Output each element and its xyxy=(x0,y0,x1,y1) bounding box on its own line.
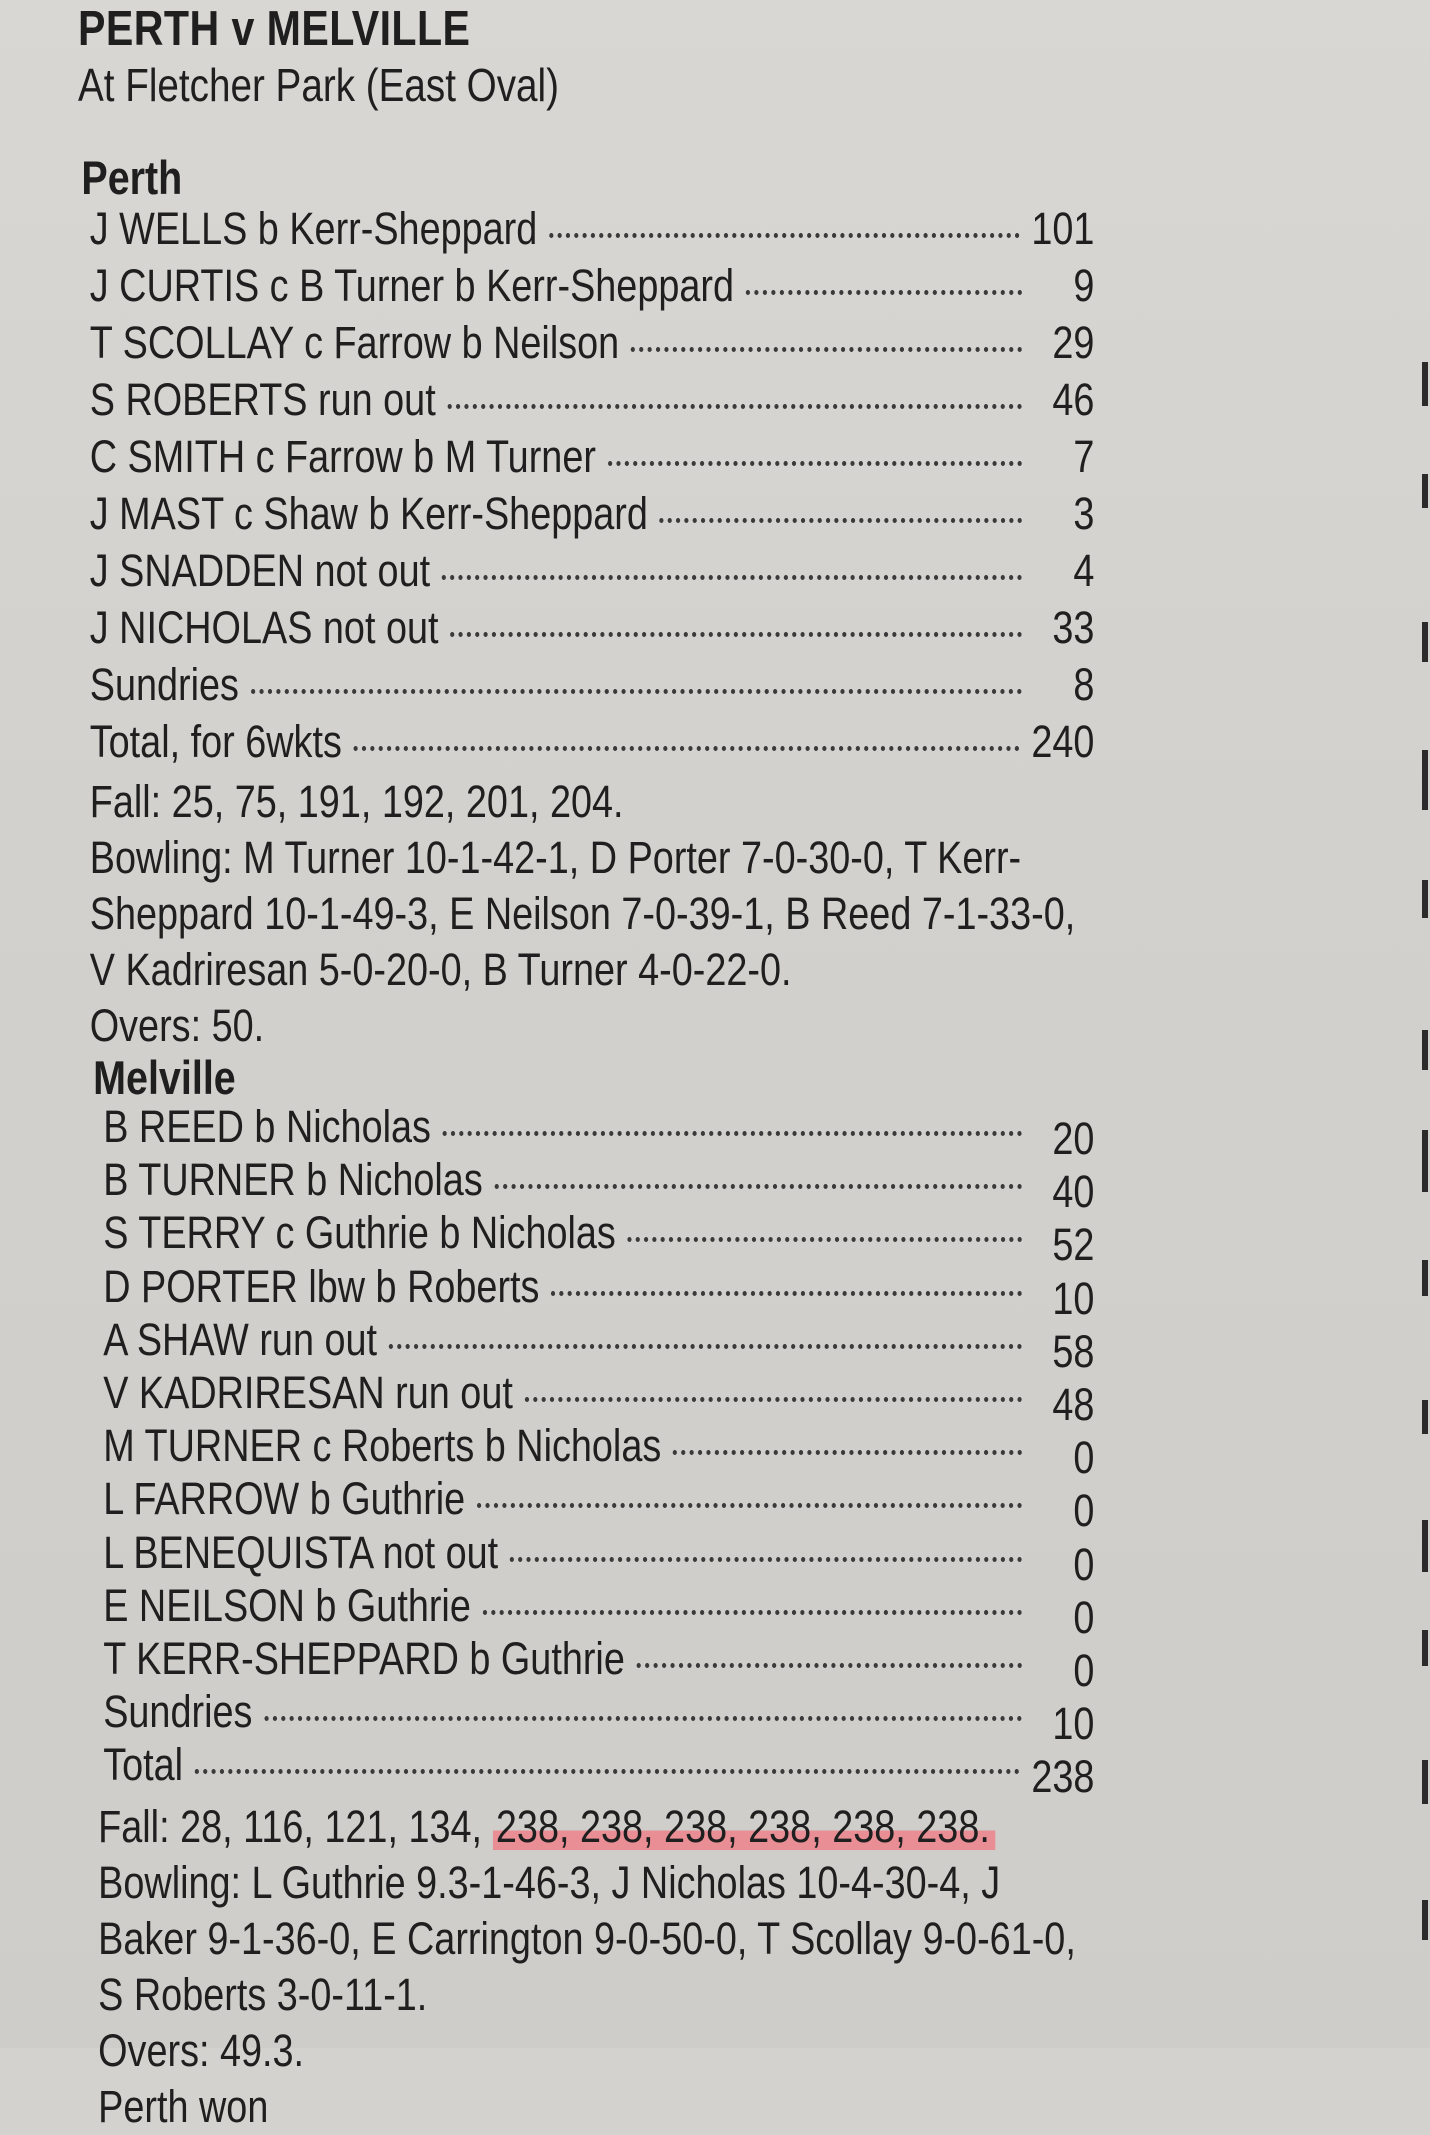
dot-leader xyxy=(251,689,1022,694)
sundries-label: Sundries xyxy=(103,1686,253,1738)
bowling-figures: Bowling: M Turner 10-1-42-1, D Porter 7-0-30-0, T Kerr-Sheppard 10-1-49-3, E Neilson 7-0-39-1, B Reed 7-1-33-0, V Kadriresan 5-0-20-0, B Turner 4-0-22-0. xyxy=(89,832,1076,995)
batting-row xyxy=(78,371,1094,428)
dot-leader xyxy=(447,404,1022,409)
batter-dismissal: A SHAW run out xyxy=(103,1313,378,1365)
fall-of-wickets-prefix: Fall: 28, 116, 121, 134, xyxy=(98,1801,483,1853)
adjacent-column-edge xyxy=(1416,340,1430,2048)
dot-leader xyxy=(443,1131,1022,1136)
batting-row xyxy=(78,1419,1095,1484)
total-label: Total xyxy=(103,1739,184,1791)
batter-score: 0 xyxy=(1073,1538,1095,1590)
batting-row xyxy=(78,1579,1095,1643)
dot-leader xyxy=(483,1610,1023,1615)
dot-leader xyxy=(450,632,1022,637)
batter-dismissal: B REED b Nicholas xyxy=(103,1101,431,1152)
dot-leader xyxy=(264,1716,1022,1721)
dot-leader xyxy=(494,1184,1022,1189)
innings-summary-melville xyxy=(78,1799,1094,2135)
batting-row xyxy=(78,257,1094,314)
dot-leader xyxy=(608,461,1022,466)
batter-dismissal: C SMITH c Farrow b M Turner xyxy=(89,431,596,482)
batter-score: 29 xyxy=(1052,317,1095,368)
batter-dismissal: M TURNER c Roberts b Nicholas xyxy=(103,1420,662,1472)
innings-summary-perth xyxy=(78,774,1094,1054)
dot-leader xyxy=(549,233,1020,238)
batting-row xyxy=(78,1260,1095,1324)
dot-leader xyxy=(631,347,1022,352)
batter-dismissal: V KADRIRESAN run out xyxy=(103,1366,513,1418)
overs-line: Overs: 50. xyxy=(89,1000,265,1051)
batting-row xyxy=(78,1206,1095,1271)
dot-leader xyxy=(195,1769,1020,1774)
sundries-label: Sundries xyxy=(89,659,239,710)
batting-row xyxy=(78,314,1094,371)
sundries-score: 10 xyxy=(1052,1698,1095,1750)
batter-score: 58 xyxy=(1052,1325,1095,1377)
dot-leader xyxy=(525,1397,1023,1402)
batter-score: 52 xyxy=(1052,1219,1095,1271)
venue-line: At Fletcher Park (East Oval) xyxy=(78,59,559,111)
sundries-row xyxy=(78,656,1094,713)
batter-dismissal: J WELLS b Kerr-Sheppard xyxy=(89,203,538,254)
bowling-figures: Bowling: L Guthrie 9.3-1-46-3, J Nicholas 10-4-30-4, J Baker 9-1-36-0, E Carrington 9-0-50-0, T Scollay 9-0-61-0, S Roberts 3-0-11-1. xyxy=(98,1857,1076,2021)
batting-row xyxy=(78,1153,1095,1218)
batter-score: 0 xyxy=(1073,1432,1095,1484)
batter-score: 48 xyxy=(1052,1378,1095,1430)
batting-row xyxy=(78,1526,1095,1590)
batting-list-melville xyxy=(78,1100,1095,1803)
batter-dismissal: J MAST c Shaw b Kerr-Sheppard xyxy=(89,488,648,539)
fall-of-wickets xyxy=(98,1799,1094,1855)
dot-leader xyxy=(354,746,1020,751)
batter-dismissal: L BENEQUISTA not out xyxy=(103,1526,499,1578)
batter-score: 46 xyxy=(1052,374,1095,425)
batter-score: 3 xyxy=(1073,488,1095,539)
batter-dismissal: L FARROW b Guthrie xyxy=(103,1473,466,1525)
dot-leader xyxy=(442,575,1022,580)
total-score: 238 xyxy=(1031,1751,1095,1803)
dot-leader xyxy=(673,1450,1022,1455)
team-heading-perth: Perth xyxy=(81,151,183,204)
batting-row xyxy=(78,428,1094,485)
team-heading-melville: Melville xyxy=(93,1051,236,1104)
batter-dismissal: J NICHOLAS not out xyxy=(89,602,439,653)
dot-leader xyxy=(551,1291,1022,1296)
scorecard xyxy=(78,0,1094,2135)
batting-row xyxy=(78,1313,1095,1377)
batter-dismissal: B TURNER b Nicholas xyxy=(103,1154,483,1206)
dot-leader xyxy=(628,1237,1023,1242)
overs-line: Overs: 49.3. xyxy=(98,2025,305,2077)
batter-score: 0 xyxy=(1073,1591,1095,1643)
batting-row xyxy=(78,1472,1095,1537)
batting-row xyxy=(78,542,1094,599)
batter-dismissal: T SCOLLAY c Farrow b Neilson xyxy=(89,317,620,368)
dot-leader xyxy=(477,1503,1022,1508)
dot-leader xyxy=(637,1663,1023,1668)
sundries-row xyxy=(78,1685,1095,1750)
sundries-score: 8 xyxy=(1073,659,1095,710)
match-result: Perth won xyxy=(98,2081,269,2133)
batting-row xyxy=(78,485,1094,542)
total-row xyxy=(78,1738,1095,1803)
batter-score: 101 xyxy=(1031,203,1095,254)
batter-dismissal: S ROBERTS run out xyxy=(89,374,436,425)
dot-leader xyxy=(510,1557,1022,1562)
batter-dismissal: D PORTER lbw b Roberts xyxy=(103,1260,540,1312)
dot-leader xyxy=(746,290,1022,295)
batter-score: 9 xyxy=(1073,260,1095,311)
batting-row xyxy=(78,599,1094,656)
batter-score: 0 xyxy=(1073,1644,1095,1696)
batter-dismissal: J CURTIS c B Turner b Kerr-Sheppard xyxy=(89,260,735,311)
batting-list-perth xyxy=(78,200,1094,770)
dot-leader xyxy=(389,1344,1022,1349)
batter-score: 0 xyxy=(1073,1485,1095,1537)
batter-score: 10 xyxy=(1052,1272,1095,1324)
batter-score: 40 xyxy=(1052,1166,1095,1218)
batting-row xyxy=(78,200,1094,257)
batter-score: 20 xyxy=(1052,1113,1095,1164)
highlighted-fall-values: 238, 238, 238, 238, 238, 238. xyxy=(493,1801,995,1852)
dot-leader xyxy=(660,518,1022,523)
total-row xyxy=(78,713,1094,770)
fall-of-wickets: Fall: 25, 75, 191, 192, 201, 204. xyxy=(89,776,624,827)
batter-score: 33 xyxy=(1052,602,1095,653)
batter-score: 7 xyxy=(1073,431,1095,482)
batter-dismissal: S TERRY c Guthrie b Nicholas xyxy=(103,1207,616,1259)
match-heading: PERTH v MELVILLE xyxy=(78,2,471,56)
batter-dismissal: T KERR-SHEPPARD b Guthrie xyxy=(103,1632,625,1684)
batter-score: 4 xyxy=(1073,545,1095,596)
total-score: 240 xyxy=(1031,716,1095,767)
total-label: Total, for 6wkts xyxy=(89,716,342,767)
batting-row xyxy=(78,1100,1095,1164)
batting-row xyxy=(78,1366,1095,1430)
batter-dismissal: J SNADDEN not out xyxy=(89,545,431,596)
batter-dismissal: E NEILSON b Guthrie xyxy=(103,1579,471,1631)
batting-row xyxy=(78,1632,1095,1696)
